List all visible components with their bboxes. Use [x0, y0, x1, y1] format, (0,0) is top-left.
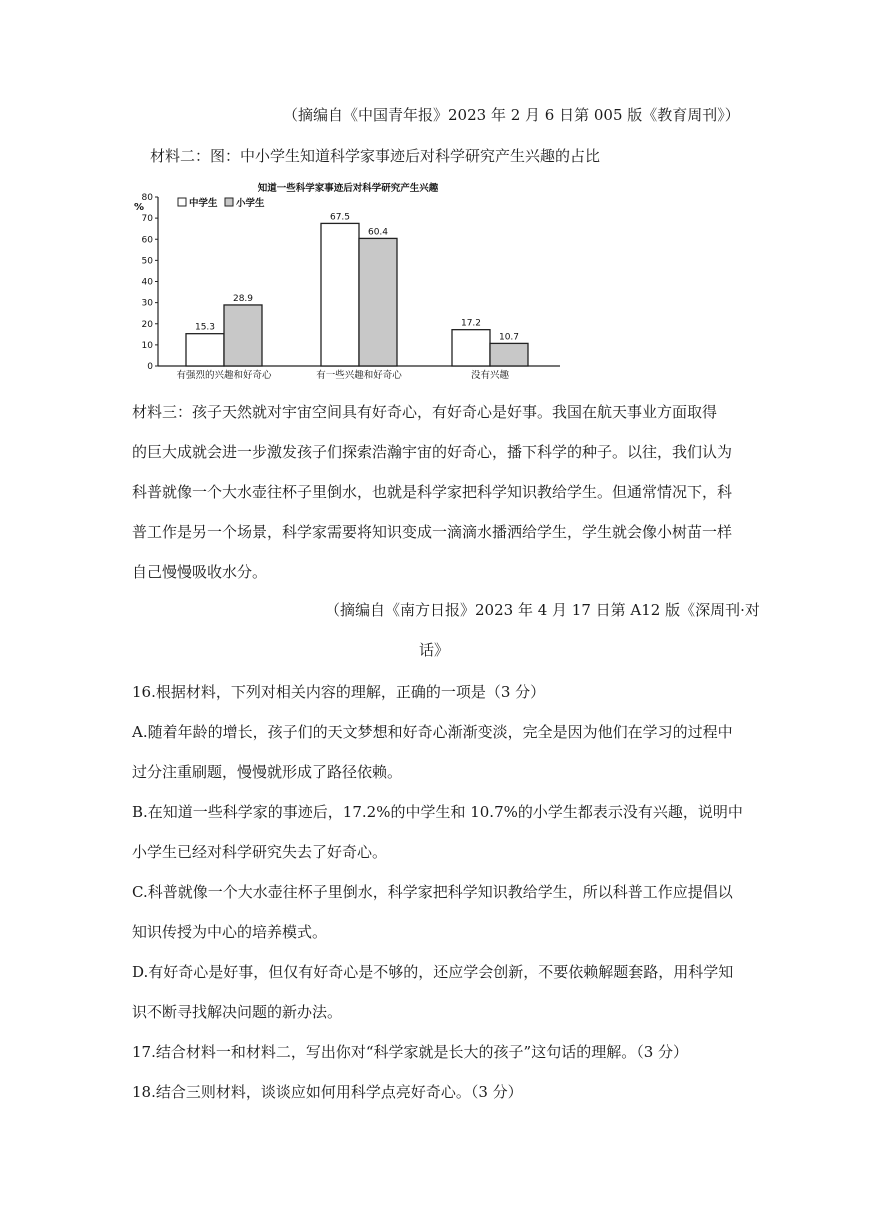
x-axis-labels [176, 369, 509, 381]
bar-value-label: 15.3 [194, 322, 216, 333]
option-a-line-1: A.随着年龄的增长，孩子们的天文梦想和好奇心渐渐变淡，完全是因为他们在学习的过程中 [132, 723, 733, 741]
option-d-line-2: 识不断寻找解决问题的新办法。 [132, 1003, 343, 1021]
y-tick-label: 80 [141, 193, 153, 203]
option-a-line-2: 过分注重刷题，慢慢就形成了路径依赖。 [132, 763, 403, 781]
source-citation-1: （摘编自《中国青年报》2023 年 2 月 6 日第 005 版《教育周刊》） [283, 106, 740, 124]
bars-group [186, 212, 528, 366]
option-b-line-1: B.在知道一些科学家的事迹后，17.2%的中学生和 10.7%的小学生都表示没有兴趣，说明中 [132, 803, 743, 821]
y-tick-label: 30 [141, 298, 153, 309]
source-citation-2: （摘编自《南方日报》2023 年 4 月 17 日第 A12 版《深周刊·对 [325, 601, 760, 619]
question-18: 18.结合三则材料，谈谈应如何用科学点亮好奇心。（3 分） [132, 1083, 523, 1101]
material3-line-5: 自己慢慢吸收水分。 [132, 563, 268, 581]
legend-label: 中学生 [189, 198, 218, 209]
material3-line-2: 的巨大成就会进一步激发孩子们探索浩瀚宇宙的好奇心，播下科学的种子。以往，我们认为 [132, 443, 733, 461]
bar [224, 305, 262, 366]
bar [490, 343, 528, 366]
y-tick-label: 60 [141, 235, 153, 246]
question-16-stem: 16.根据材料，下列对相关内容的理解，正确的一项是（3 分） [132, 683, 546, 701]
legend-swatch [178, 198, 186, 206]
bar [321, 223, 359, 366]
option-d-line-1: D.有好奇心是好事，但仅有好奇心是不够的，还应学会创新，不要依赖解题套路，用科学知 [132, 963, 734, 981]
y-tick-label: 70 [141, 214, 153, 225]
bar-value-label: 10.7 [498, 332, 520, 343]
question-17: 17.结合材料一和材料二，写出你对“科学家就是长大的孩子”这句话的理解。（3 分） [132, 1043, 689, 1061]
bar-value-label: 28.9 [232, 293, 254, 304]
option-c-line-2: 知识传授为中心的培养模式。 [132, 923, 328, 941]
chart-legend [178, 197, 265, 209]
x-category-label: 没有兴趣 [470, 370, 510, 381]
y-tick-label: 40 [141, 277, 153, 288]
y-axis-unit: % [134, 202, 145, 213]
material3-line-3: 科普就像一个大水壶往杯子里倒水，也就是科学家把科学知识教给学生。但通常情况下，科 [132, 483, 733, 501]
bar [186, 334, 224, 366]
option-c-line-1: C.科普就像一个大水壶往杯子里倒水，科学家把科学知识教给学生，所以科普工作应提倡以 [132, 883, 733, 901]
material2-caption: 材料二：图：中小学生知道科学家事迹后对科学研究产生兴趣的占比 [150, 147, 601, 165]
legend-swatch [225, 198, 233, 206]
y-tick-label: 20 [141, 319, 153, 330]
y-tick-label: 10 [141, 340, 153, 351]
y-tick-label: 0 [147, 362, 153, 372]
bar-value-label: 67.5 [329, 212, 351, 223]
chart-title: 知道一些科学家事迹后对科学研究产生兴趣 [257, 183, 439, 194]
bar [359, 238, 397, 366]
x-category-label: 有一些兴趣和好奇心 [316, 370, 402, 381]
source-citation-2-cont: 话》 [419, 641, 450, 659]
bar-chart [128, 180, 568, 385]
y-tick-label: 50 [141, 256, 153, 267]
option-b-line-2: 小学生已经对科学研究失去了好奇心。 [132, 843, 388, 861]
bar-value-label: 60.4 [367, 227, 389, 238]
x-category-label: 有强烈的兴趣和好奇心 [176, 370, 272, 381]
bar [452, 330, 490, 366]
material3-line-1: 材料三：孩子天然就对宇宙空间具有好奇心，有好奇心是好事。我国在航天事业方面取得 [132, 403, 718, 421]
material3-line-4: 普工作是另一个场景，科学家需要将知识变成一滴滴水播洒给学生，学生就会像小树苗一样 [132, 523, 733, 541]
legend-label: 小学生 [236, 198, 265, 209]
bar-value-label: 17.2 [460, 318, 482, 329]
